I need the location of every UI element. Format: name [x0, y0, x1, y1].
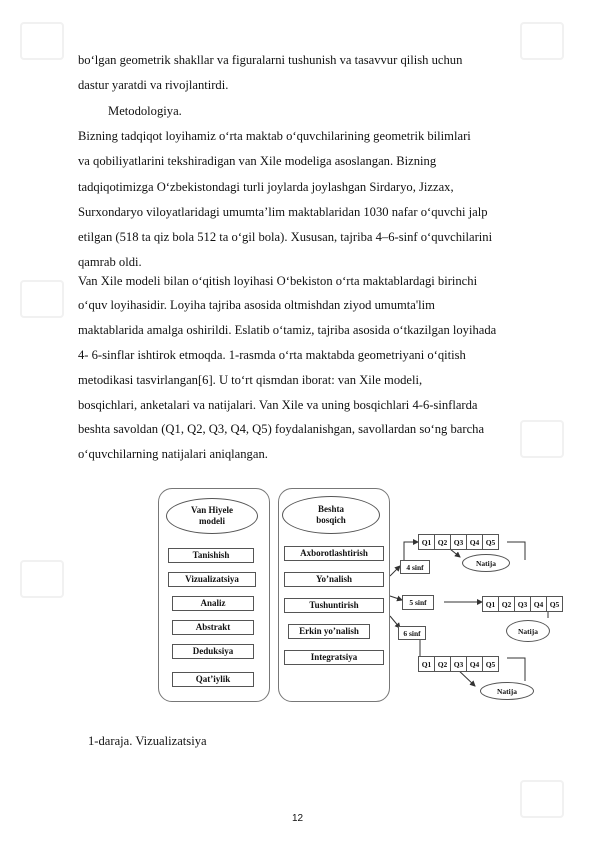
paragraph-line: dastur yaratdi va rivojlantirdi.	[78, 78, 229, 92]
question-cell: Q1	[419, 657, 435, 671]
questions-row-grade6	[418, 656, 499, 672]
paragraph-line: Surxondaryo viloyatlaridagi umumta’lim maktablaridan 1030 nafar o‘quvchi jalp	[78, 205, 488, 219]
stages-title-oval: Beshta bosqich	[282, 496, 380, 534]
figure-diagram	[150, 486, 560, 706]
paragraph-line: maktablarida amalga oshirildi. Eslatib o‘tamiz, tajriba asosida o‘tkazilgan loyihada	[78, 323, 497, 337]
level-box: Vizualizatsiya	[168, 572, 256, 587]
grade-4-box: 4 sinf	[400, 560, 430, 574]
watermark-mark	[20, 560, 64, 598]
question-cell: Q3	[451, 657, 467, 671]
section-heading: Metodologiya.	[108, 104, 182, 118]
question-cell: Q4	[467, 657, 483, 671]
questions-row-grade5	[482, 596, 563, 612]
paragraph-line: bo‘lgan geometrik shakllar va figuralarni tushunish va tasavvur qilish uchun	[78, 53, 463, 67]
question-cell: Q2	[435, 657, 451, 671]
paragraph-line: metodikasi tasvirlangan[6]. U to‘rt qismdan iborat: van Xile modeli,	[78, 373, 423, 387]
result-oval: Natija	[462, 554, 510, 572]
stage-box: Erkin yo’nalish	[288, 624, 370, 639]
question-cell: Q2	[499, 597, 515, 611]
level-box: Abstrakt	[172, 620, 254, 635]
level-box: Tanishish	[168, 548, 254, 563]
level-box: Analiz	[172, 596, 254, 611]
paragraph-line: qamrab oldi.	[78, 255, 142, 269]
question-cell: Q1	[483, 597, 499, 611]
paragraph-line: Van Xile modeli bilan o‘qitish loyihasi O‘bekiston o‘rta maktablardagi birinchi	[78, 274, 478, 288]
result-oval: Natija	[506, 620, 550, 642]
paragraph-line: tadqiqotimizga O‘zbekistondagi turli joylarda joylashgan Sirdaryo, Jizzax,	[78, 180, 454, 194]
grade-6-box: 6 sinf	[398, 626, 426, 640]
figure-caption: 1-daraja. Vizualizatsiya	[88, 734, 207, 748]
result-oval: Natija	[480, 682, 534, 700]
watermark-mark	[520, 420, 564, 458]
stage-box: Yo’nalish	[284, 572, 384, 587]
stage-box: Integratsiya	[284, 650, 384, 665]
question-cell: Q5	[485, 537, 496, 547]
question-cell: Q1	[419, 535, 435, 549]
level-box: Qat’iylik	[172, 672, 254, 687]
stage-box: Axborotlashtirish	[284, 546, 384, 561]
question-cell: Q4	[531, 597, 547, 611]
question-cell: Q2	[435, 535, 451, 549]
level-box: Deduksiya	[172, 644, 254, 659]
paragraph-line: bosqichlari, anketalari va natijalari. Van Xile va uning bosqichlari 4-6-sinflarda	[78, 398, 478, 412]
question-cell: Q5	[549, 599, 560, 609]
watermark-mark	[520, 22, 564, 60]
question-cell: Q3	[451, 535, 467, 549]
paragraph-line: o‘quv loyihasidir. Loyiha tajriba asosida oltmishdan ziyod umumta'lim	[78, 298, 435, 312]
grade-5-box: 5 sinf	[402, 595, 434, 610]
stage-box: Tushuntirish	[284, 598, 384, 613]
paragraph-line: 4- 6-sinflar ishtirok etmoqda. 1-rasmda o‘rta maktabda geometriyani o‘qitish	[78, 348, 466, 362]
questions-row-grade4	[418, 534, 499, 550]
watermark-mark	[20, 280, 64, 318]
question-cell: Q3	[515, 597, 531, 611]
paragraph-line: o‘quvchilarning natijalari aniqlangan.	[78, 447, 268, 461]
van-hiele-title-oval: Van Hiyele modeli	[166, 498, 258, 534]
question-cell: Q5	[485, 659, 496, 669]
paragraph-line: etilgan (518 ta qiz bola 512 ta o‘gil bola). Xususan, tajriba 4–6-sinf o‘quvchilarini	[78, 230, 493, 244]
paragraph-line: Bizning tadqiqot loyihamiz o‘rta maktab o‘quvchilarining geometrik bilimlari	[78, 129, 471, 143]
page-number: 12	[291, 813, 304, 824]
paragraph-line: beshta savoldan (Q1, Q2, Q3, Q4, Q5) foydalanishgan, savollardan so‘ng barcha	[78, 422, 485, 436]
paragraph-line: va qobiliyatlarini tekshiradigan van Xile modeliga asoslangan. Bizning	[78, 154, 437, 168]
question-cell: Q4	[467, 535, 483, 549]
watermark-mark	[20, 22, 64, 60]
